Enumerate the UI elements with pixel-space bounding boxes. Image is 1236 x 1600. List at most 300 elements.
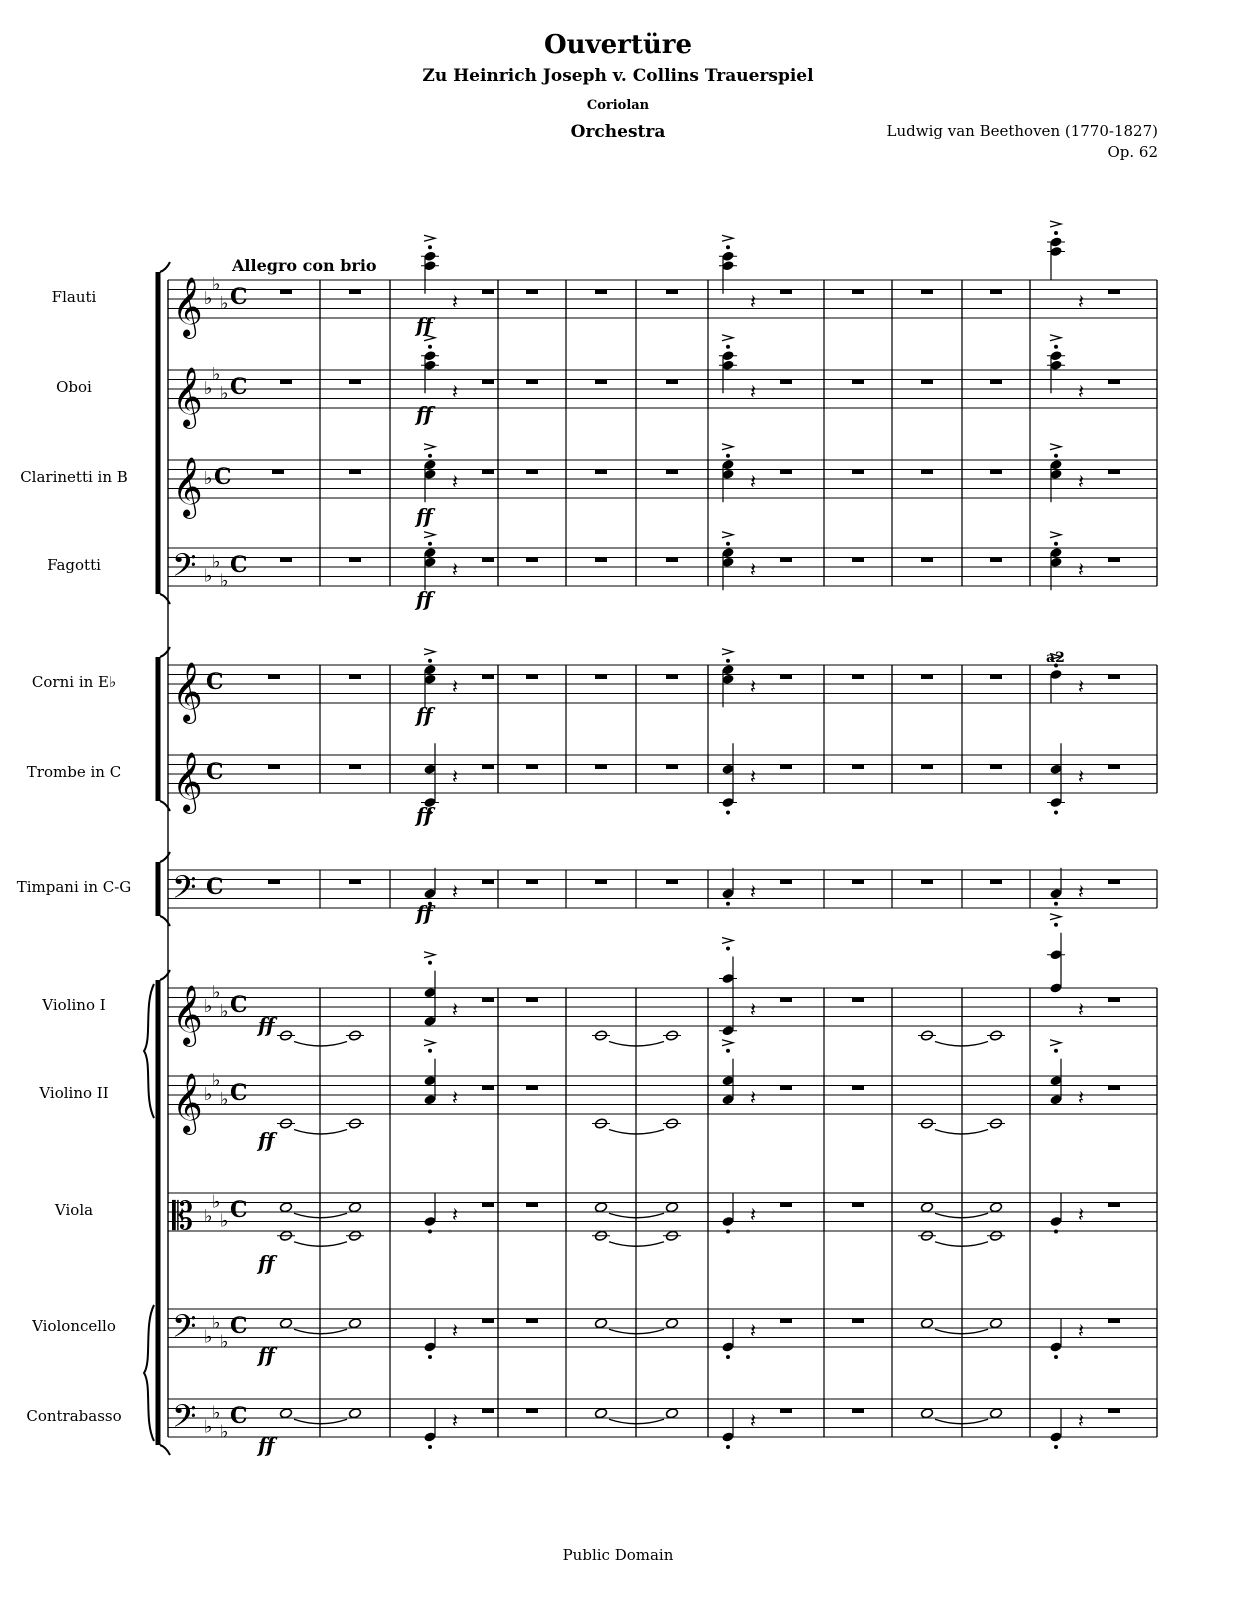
whole-rest-icon	[1108, 998, 1120, 1003]
staff-fagotti	[168, 547, 1157, 591]
whole-rest-icon	[349, 470, 361, 475]
whole-rest-icon	[852, 675, 864, 680]
license-footer: Public Domain	[562, 1546, 674, 1564]
dynamic-ff: ff	[258, 1128, 275, 1152]
quarter-rest-icon: 𝄽	[452, 289, 459, 314]
staccato-dot	[1054, 1230, 1058, 1234]
key-flat-icon: ♭	[220, 1421, 229, 1443]
whole-rest-icon	[526, 675, 538, 680]
whole-rest-icon	[1108, 558, 1120, 563]
whole-note	[279, 1202, 292, 1213]
staccato-dot	[1054, 231, 1058, 235]
key-flat-icon: ♭	[204, 288, 213, 309]
whole-rest-icon	[852, 1086, 864, 1091]
quarter-rest-icon: 𝄽	[1078, 1318, 1085, 1343]
staccato-dot	[726, 542, 730, 546]
score-subsubtitle: Coriolan	[586, 98, 650, 113]
key-flat-icon: ♭	[220, 1331, 229, 1353]
staccato-dot	[726, 902, 730, 906]
whole-note	[279, 1318, 292, 1329]
whole-rest-icon	[666, 290, 678, 295]
instrument-name-timpani: Timpani in C-G	[16, 878, 132, 896]
quarter-rest-icon: 𝄽	[1078, 1202, 1085, 1227]
staccato-dot	[726, 454, 730, 458]
bass-clef-icon: 𝄢	[172, 1398, 197, 1442]
dynamic-ff: ff	[416, 803, 433, 827]
staccato-dot	[1054, 902, 1058, 906]
accent-mark	[722, 649, 733, 655]
whole-rest-icon	[780, 1203, 792, 1208]
whole-rest-icon	[780, 675, 792, 680]
whole-rest-icon	[852, 290, 864, 295]
quarter-rest-icon: 𝄽	[750, 469, 757, 494]
staff-violino-1	[168, 982, 1157, 1047]
key-flat-icon: ♭	[212, 1069, 221, 1091]
treble-clef-icon: 𝄞	[172, 277, 203, 337]
whole-rest-icon	[595, 380, 607, 385]
music-oboi	[280, 335, 1120, 404]
quarter-rest-icon: 𝄽	[452, 469, 459, 494]
whole-note	[665, 1202, 678, 1213]
key-flat-icon: ♭	[204, 1205, 213, 1227]
common-time-icon: C	[230, 1196, 248, 1223]
common-time-icon: C	[230, 373, 248, 400]
whole-rest-icon	[780, 1409, 792, 1414]
music-clarinetti	[272, 444, 1120, 503]
accent-mark	[424, 444, 435, 450]
whole-rest-icon	[349, 675, 361, 680]
accent-mark	[722, 938, 733, 944]
quarter-rest-icon: 𝄽	[750, 1202, 757, 1227]
staccato-dot	[428, 659, 432, 663]
whole-rest-icon	[595, 290, 607, 295]
treble-clef-icon: 𝄞	[172, 752, 203, 812]
staccato-dot	[428, 345, 432, 349]
key-flat-icon: ♭	[204, 378, 213, 399]
section-bracket-hook-top	[160, 262, 170, 272]
staff-flauti	[168, 274, 1157, 339]
key-flat-icon: ♭	[204, 1416, 213, 1438]
key-flat-icon: ♭	[220, 1000, 229, 1022]
quarter-rest-icon: 𝄽	[1078, 997, 1085, 1022]
whole-rest-icon	[272, 470, 284, 475]
key-flat-icon: ♭	[204, 468, 213, 489]
quarter-rest-icon: 𝄽	[1078, 469, 1085, 494]
common-time-icon: C	[230, 551, 248, 578]
whole-rest-icon	[526, 1409, 538, 1414]
whole-note	[665, 1318, 678, 1329]
accent-mark	[1050, 335, 1061, 341]
staccato-dot	[726, 947, 730, 951]
whole-rest-icon	[595, 470, 607, 475]
key-flat-icon: ♭	[212, 1191, 221, 1213]
staccato-dot	[428, 1049, 432, 1053]
whole-rest-icon	[1108, 675, 1120, 680]
whole-rest-icon	[482, 1319, 494, 1324]
whole-note	[279, 1408, 292, 1419]
accent-mark	[722, 235, 733, 241]
whole-rest-icon	[1108, 290, 1120, 295]
whole-rest-icon	[1108, 765, 1120, 770]
music-corni	[268, 649, 1120, 708]
accent-mark	[424, 952, 435, 958]
whole-rest-icon	[1108, 1086, 1120, 1091]
music-flauti	[280, 221, 1120, 314]
accent-mark	[722, 532, 733, 538]
staff-clarinetti	[168, 457, 1157, 519]
whole-note	[989, 1318, 1002, 1329]
common-time-icon: C	[230, 991, 248, 1018]
key-flat-icon: ♭	[204, 1326, 213, 1348]
whole-rest-icon	[482, 470, 494, 475]
dynamic-ff: ff	[416, 703, 433, 727]
instrument-name-contrabasso: Contrabasso	[26, 1407, 122, 1425]
music-violoncello	[279, 1318, 1120, 1359]
key-flat-icon: ♭	[220, 1088, 229, 1110]
whole-note	[920, 1408, 933, 1419]
quarter-rest-icon: 𝄽	[452, 1085, 459, 1110]
music-timpani	[268, 868, 1120, 906]
whole-rest-icon	[482, 558, 494, 563]
staff-corni	[168, 662, 1157, 724]
whole-rest-icon	[666, 470, 678, 475]
whole-note	[348, 1408, 361, 1419]
staccato-dot	[1054, 542, 1058, 546]
staccato-dot	[1054, 454, 1058, 458]
staccato-dot	[726, 1445, 730, 1449]
whole-rest-icon	[280, 290, 292, 295]
whole-rest-icon	[349, 558, 361, 563]
whole-rest-icon	[482, 1409, 494, 1414]
whole-rest-icon	[482, 290, 494, 295]
tempo-marking: Allegro con brio	[232, 256, 377, 275]
whole-rest-icon	[595, 765, 607, 770]
whole-rest-icon	[482, 765, 494, 770]
whole-note	[594, 1202, 607, 1213]
whole-note	[989, 1202, 1002, 1213]
accent-mark	[1050, 914, 1061, 920]
whole-rest-icon	[666, 380, 678, 385]
staff-oboi	[168, 364, 1157, 429]
whole-rest-icon	[1108, 380, 1120, 385]
staccato-dot	[428, 245, 432, 249]
instrument-name-flauti: Flauti	[51, 288, 97, 306]
whole-rest-icon	[780, 998, 792, 1003]
expression-marks	[231, 256, 1065, 1457]
quarter-rest-icon: 𝄽	[750, 674, 757, 699]
key-flat-icon: ♭	[204, 565, 213, 587]
score-subtitle: Zu Heinrich Joseph v. Collins Trauerspiel	[422, 66, 814, 86]
quarter-rest-icon: 𝄽	[1078, 879, 1085, 904]
quarter-rest-icon: 𝄽	[452, 1408, 459, 1433]
whole-rest-icon	[1108, 1203, 1120, 1208]
whole-rest-icon	[526, 380, 538, 385]
whole-rest-icon	[990, 380, 1002, 385]
alto-clef-icon: 𝄡	[172, 1194, 194, 1238]
instrument-name-corni: Corni in E♭	[31, 673, 117, 691]
key-flat-icon: ♭	[212, 1402, 221, 1424]
dynamic-ff: ff	[258, 1013, 275, 1037]
bass-clef-icon: 𝄢	[172, 547, 197, 591]
treble-clef-icon: 𝄞	[172, 662, 203, 722]
whole-rest-icon	[921, 380, 933, 385]
whole-note	[989, 1408, 1002, 1419]
whole-rest-icon	[482, 1203, 494, 1208]
instrument-name-violoncello: Violoncello	[32, 1317, 116, 1335]
staccato-dot	[428, 1230, 432, 1234]
instrument-name-violino-1: Violino I	[42, 996, 106, 1014]
key-flat-icon: ♭	[204, 1084, 213, 1105]
staccato-dot	[1054, 923, 1058, 927]
whole-rest-icon	[526, 1319, 538, 1324]
a2-marking: a2	[1046, 650, 1065, 666]
quarter-rest-icon: 𝄽	[452, 674, 459, 699]
treble-clef-icon: 𝄞	[172, 985, 203, 1045]
quarter-rest-icon: 𝄽	[750, 1085, 757, 1110]
staccato-dot	[428, 454, 432, 458]
group-barlines	[320, 280, 1157, 1437]
quarter-rest-icon: 𝄽	[452, 764, 459, 789]
whole-note	[348, 1202, 361, 1213]
whole-rest-icon	[1108, 880, 1120, 885]
staccato-dot	[726, 659, 730, 663]
quarter-rest-icon: 𝄽	[750, 1318, 757, 1343]
whole-rest-icon	[921, 675, 933, 680]
common-time-icon: C	[206, 668, 224, 695]
whole-rest-icon	[852, 558, 864, 563]
staccato-dot	[726, 1049, 730, 1053]
staccato-dot	[1054, 811, 1058, 815]
quarter-rest-icon: 𝄽	[1078, 1085, 1085, 1110]
opus-number: Op. 62	[1107, 143, 1158, 161]
whole-rest-icon	[852, 1409, 864, 1414]
whole-rest-icon	[990, 470, 1002, 475]
staccato-dot	[726, 345, 730, 349]
common-time-icon: C	[230, 1312, 248, 1339]
common-time-icon: C	[206, 758, 224, 785]
quarter-rest-icon: 𝄽	[750, 557, 757, 582]
quarter-rest-icon: 𝄽	[1078, 289, 1085, 314]
whole-rest-icon	[349, 380, 361, 385]
whole-note	[920, 1202, 933, 1213]
staff-viola	[168, 1192, 1157, 1239]
quarter-rest-icon: 𝄽	[750, 879, 757, 904]
key-flat-icon: ♭	[204, 996, 213, 1017]
whole-rest-icon	[595, 558, 607, 563]
whole-note	[594, 1318, 607, 1329]
whole-rest-icon	[526, 1203, 538, 1208]
dynamic-ff: ff	[416, 587, 433, 611]
accent-mark	[424, 1040, 435, 1046]
whole-rest-icon	[852, 765, 864, 770]
whole-rest-icon	[526, 290, 538, 295]
accent-mark	[424, 532, 435, 538]
whole-rest-icon	[349, 765, 361, 770]
instrument-name-viola: Viola	[54, 1201, 94, 1219]
key-flat-icon: ♭	[220, 570, 229, 592]
staff-timpani	[168, 869, 1157, 913]
instrument-name-clarinetti: Clarinetti in B	[20, 468, 128, 486]
accent-mark	[722, 444, 733, 450]
whole-rest-icon	[852, 1319, 864, 1324]
staccato-dot	[428, 961, 432, 965]
quarter-rest-icon: 𝄽	[452, 379, 459, 404]
whole-rest-icon	[921, 558, 933, 563]
staff-trombe	[168, 752, 1157, 814]
staccato-dot	[1054, 345, 1058, 349]
whole-rest-icon	[780, 558, 792, 563]
instrumentation-label: Orchestra	[570, 122, 666, 142]
common-time-icon: C	[230, 283, 248, 310]
strings-brace	[144, 1305, 154, 1441]
whole-rest-icon	[666, 765, 678, 770]
quarter-rest-icon: 𝄽	[750, 997, 757, 1022]
composer-credit: Ludwig van Beethoven (1770-1827)	[886, 122, 1158, 140]
whole-rest-icon	[268, 675, 280, 680]
whole-rest-icon	[268, 880, 280, 885]
whole-rest-icon	[780, 1319, 792, 1324]
instrument-name-violino-2: Violino II	[39, 1084, 109, 1102]
whole-rest-icon	[482, 675, 494, 680]
whole-rest-icon	[482, 880, 494, 885]
whole-rest-icon	[1108, 1319, 1120, 1324]
dynamic-ff: ff	[416, 901, 433, 925]
quarter-rest-icon: 𝄽	[1078, 674, 1085, 699]
dynamic-ff: ff	[258, 1251, 275, 1275]
accent-mark	[1050, 1040, 1061, 1046]
whole-rest-icon	[526, 1086, 538, 1091]
group-brackets	[144, 262, 170, 1455]
quarter-rest-icon: 𝄽	[452, 997, 459, 1022]
strings-brace	[144, 984, 154, 1118]
accent-mark	[424, 235, 435, 241]
accent-mark	[1050, 221, 1061, 227]
whole-rest-icon	[1108, 1409, 1120, 1414]
whole-rest-icon	[482, 1086, 494, 1091]
whole-rest-icon	[852, 880, 864, 885]
whole-rest-icon	[990, 558, 1002, 563]
whole-rest-icon	[852, 470, 864, 475]
whole-rest-icon	[1108, 470, 1120, 475]
key-flat-icon: ♭	[212, 981, 221, 1003]
treble-clef-icon: 𝄞	[172, 457, 203, 517]
key-flat-icon: ♭	[212, 363, 221, 385]
dynamic-ff: ff	[416, 504, 433, 528]
score-title: Ouvertüre	[543, 30, 693, 60]
staccato-dot	[726, 811, 730, 815]
whole-rest-icon	[595, 675, 607, 680]
music-fagotti	[280, 532, 1120, 591]
whole-note	[920, 1318, 933, 1329]
whole-rest-icon	[595, 880, 607, 885]
staccato-dot	[726, 1355, 730, 1359]
whole-rest-icon	[990, 765, 1002, 770]
whole-rest-icon	[666, 880, 678, 885]
whole-rest-icon	[349, 290, 361, 295]
whole-rest-icon	[526, 998, 538, 1003]
dynamic-ff: ff	[416, 402, 433, 426]
whole-rest-icon	[482, 380, 494, 385]
quarter-rest-icon: 𝄽	[1078, 557, 1085, 582]
accent-mark	[722, 335, 733, 341]
accent-mark	[722, 1040, 733, 1046]
key-flat-icon: ♭	[212, 1312, 221, 1334]
whole-rest-icon	[780, 380, 792, 385]
whole-rest-icon	[666, 558, 678, 563]
whole-rest-icon	[921, 290, 933, 295]
quarter-rest-icon: 𝄽	[750, 289, 757, 314]
whole-rest-icon	[526, 470, 538, 475]
quarter-rest-icon: 𝄽	[1078, 379, 1085, 404]
whole-rest-icon	[780, 290, 792, 295]
whole-rest-icon	[666, 675, 678, 680]
quarter-rest-icon: 𝄽	[452, 1202, 459, 1227]
whole-rest-icon	[990, 675, 1002, 680]
common-time-icon: C	[230, 1079, 248, 1106]
whole-rest-icon	[852, 1203, 864, 1208]
key-flat-icon: ♭	[220, 1210, 229, 1232]
key-flat-icon: ♭	[212, 551, 221, 573]
treble-clef-icon: 𝄞	[172, 367, 203, 427]
dynamic-ff: ff	[416, 313, 433, 337]
whole-rest-icon	[280, 380, 292, 385]
music-trombe	[268, 743, 1120, 814]
quarter-rest-icon: 𝄽	[750, 379, 757, 404]
music-violino-2	[277, 1040, 1120, 1134]
quarter-rest-icon: 𝄽	[452, 879, 459, 904]
staccato-dot	[1054, 1355, 1058, 1359]
staccato-dot	[428, 542, 432, 546]
quarter-rest-icon: 𝄽	[452, 557, 459, 582]
whole-rest-icon	[852, 998, 864, 1003]
whole-rest-icon	[526, 880, 538, 885]
bass-clef-icon: 𝄢	[172, 869, 197, 913]
whole-rest-icon	[780, 1086, 792, 1091]
key-flat-icon: ♭	[220, 382, 229, 404]
whole-rest-icon	[852, 380, 864, 385]
strings-bracket-hook-bottom	[160, 1445, 170, 1455]
music-viola	[277, 1194, 1120, 1247]
whole-rest-icon	[921, 880, 933, 885]
quarter-rest-icon: 𝄽	[750, 764, 757, 789]
whole-rest-icon	[780, 880, 792, 885]
common-time-icon: C	[230, 1402, 248, 1429]
whole-rest-icon	[990, 290, 1002, 295]
treble-clef-icon: 𝄞	[172, 1073, 203, 1133]
instrument-name-trombe: Trombe in C	[26, 763, 122, 781]
quarter-rest-icon: 𝄽	[452, 1318, 459, 1343]
instrument-name-fagotti: Fagotti	[47, 556, 101, 574]
whole-rest-icon	[526, 558, 538, 563]
music-contrabasso	[279, 1408, 1120, 1449]
dynamic-ff: ff	[258, 1433, 275, 1457]
instrument-name-oboi: Oboi	[56, 378, 92, 396]
quarter-rest-icon: 𝄽	[750, 1408, 757, 1433]
whole-note	[594, 1408, 607, 1419]
whole-rest-icon	[280, 558, 292, 563]
whole-rest-icon	[990, 880, 1002, 885]
staccato-dot	[428, 1355, 432, 1359]
staff-violino-2	[168, 1070, 1157, 1135]
whole-rest-icon	[268, 765, 280, 770]
staccato-dot	[726, 245, 730, 249]
whole-note	[665, 1408, 678, 1419]
whole-rest-icon	[526, 765, 538, 770]
accent-mark	[1050, 532, 1061, 538]
common-time-icon: C	[206, 873, 224, 900]
whole-rest-icon	[349, 880, 361, 885]
common-time-icon: C	[214, 463, 232, 490]
